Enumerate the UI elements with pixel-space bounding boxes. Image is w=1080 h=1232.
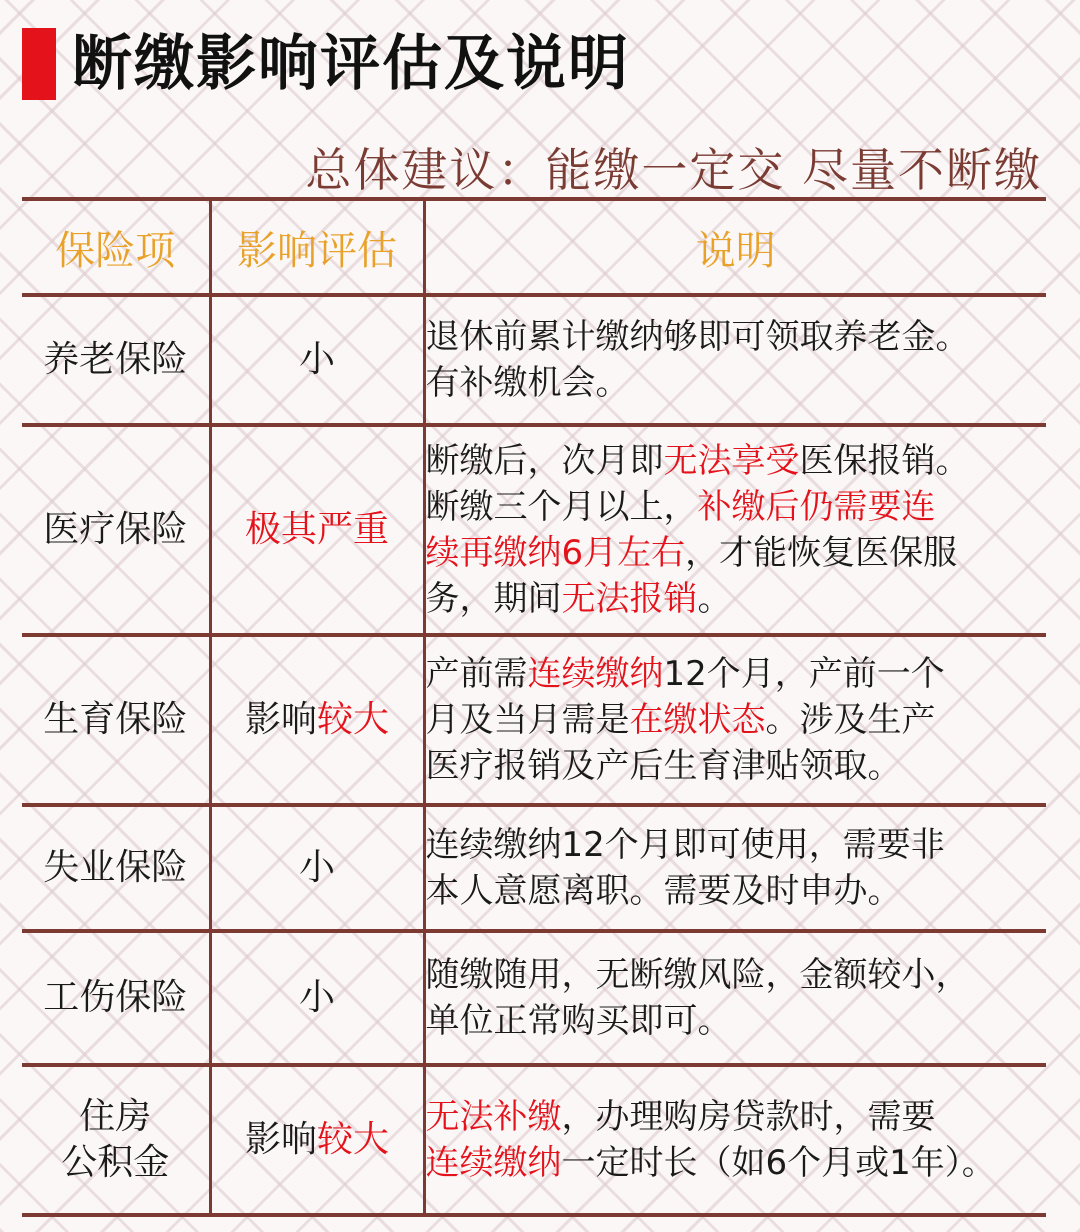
- row-impact-assessment: [210, 295, 424, 425]
- description-text: 12个月，产前一个: [663, 654, 945, 694]
- highlight-text: 连续缴纳: [425, 1143, 562, 1183]
- row-insurance-item: 工伤保险: [22, 931, 210, 1065]
- description-text: 一定时长（如6个月或1年）。: [561, 1143, 996, 1183]
- description-text: 。涉及生产: [765, 700, 936, 740]
- table-row: [22, 931, 1046, 1065]
- highlight-text: 无法报销: [561, 579, 698, 619]
- column-header-item: 保险项: [22, 199, 210, 295]
- row-impact-assessment: [210, 425, 424, 635]
- description-line: [426, 952, 1047, 998]
- description-text: 退休前累计缴纳够即可领取养老金。: [425, 317, 970, 357]
- overall-advice: 总体建议：能缴一定交 尽量不断缴: [305, 143, 1042, 197]
- description-line: [426, 822, 1047, 868]
- highlight-text: 续再缴纳6月左右: [425, 533, 686, 573]
- impact-text: 影响: [244, 1119, 317, 1160]
- highlight-text: 补缴后仍需要连: [697, 487, 936, 527]
- impact-highlight: 极其严重: [244, 509, 389, 550]
- impact-text: 小: [298, 977, 335, 1018]
- row-impact-assessment: [210, 931, 424, 1065]
- description-line: [426, 438, 1047, 484]
- column-header-impact: 影响评估: [210, 199, 424, 295]
- description-text: 。: [697, 579, 732, 619]
- description-text: ，才能恢复医保服: [685, 533, 958, 573]
- row-description: [424, 295, 1046, 425]
- description-text: 连续缴纳12个月即可使用，需要非: [425, 825, 945, 865]
- table-row: [22, 635, 1046, 805]
- impact-highlight: 较大: [317, 699, 390, 740]
- table-header-row: [22, 199, 1046, 295]
- title-accent-bar: [22, 28, 56, 100]
- table-row: [22, 425, 1046, 635]
- row-description: [424, 635, 1046, 805]
- page-header: [22, 28, 630, 100]
- highlight-text: 在缴状态: [629, 700, 766, 740]
- column-header-description: 说明: [424, 199, 1046, 295]
- insurance-impact-table: [22, 197, 1046, 1217]
- impact-text: 小: [298, 847, 335, 888]
- table-row: [22, 295, 1046, 425]
- table-row: [22, 805, 1046, 931]
- description-text: 单位正常购买即可。: [425, 1001, 732, 1041]
- row-description: [424, 931, 1046, 1065]
- description-text: 本人意愿离职。需要及时申办。: [425, 871, 902, 911]
- description-text: 产前需: [425, 654, 528, 694]
- impact-highlight: 较大: [317, 1119, 390, 1160]
- description-text: 月及当月需是: [425, 700, 630, 740]
- row-description: [424, 1065, 1046, 1215]
- description-line: [426, 651, 1047, 697]
- description-line: [426, 314, 1047, 360]
- description-text: 医疗报销及产后生育津贴领取。: [425, 746, 902, 786]
- row-description: [424, 425, 1046, 635]
- description-text: 务，期间: [425, 579, 562, 619]
- row-insurance-item: 失业保险: [22, 805, 210, 931]
- row-impact-assessment: [210, 805, 424, 931]
- description-text: 医保报销。: [799, 441, 970, 481]
- description-line: [426, 697, 1047, 743]
- row-impact-assessment: [210, 1065, 424, 1215]
- description-text: 随缴随用，无断缴风险，金额较小，: [425, 955, 970, 995]
- description-text: 断缴三个月以上，: [425, 487, 698, 527]
- highlight-text: 连续缴纳: [527, 654, 664, 694]
- description-line: [426, 360, 1047, 406]
- row-insurance-item: 住房 公积金: [22, 1065, 210, 1215]
- table-row: [22, 1065, 1046, 1215]
- description-line: [426, 484, 1047, 530]
- description-line: [426, 1094, 1047, 1140]
- description-line: [426, 1140, 1047, 1186]
- row-insurance-item: 生育保险: [22, 635, 210, 805]
- row-insurance-item: 养老保险: [22, 295, 210, 425]
- highlight-text: 无法享受: [663, 441, 800, 481]
- description-line: [426, 530, 1047, 576]
- description-text: ，办理购房贷款时，需要: [561, 1097, 936, 1137]
- highlight-text: 无法补缴: [425, 1097, 562, 1137]
- row-impact-assessment: [210, 635, 424, 805]
- description-line: [426, 576, 1047, 622]
- description-text: 有补缴机会。: [425, 363, 630, 403]
- description-line: [426, 998, 1047, 1044]
- impact-text: 小: [298, 339, 335, 380]
- page-title: 断缴影响评估及说明: [72, 29, 630, 99]
- row-insurance-item: 医疗保险: [22, 425, 210, 635]
- description-line: [426, 868, 1047, 914]
- impact-text: 影响: [244, 699, 317, 740]
- row-description: [424, 805, 1046, 931]
- description-line: [426, 743, 1047, 789]
- description-text: 断缴后，次月即: [425, 441, 664, 481]
